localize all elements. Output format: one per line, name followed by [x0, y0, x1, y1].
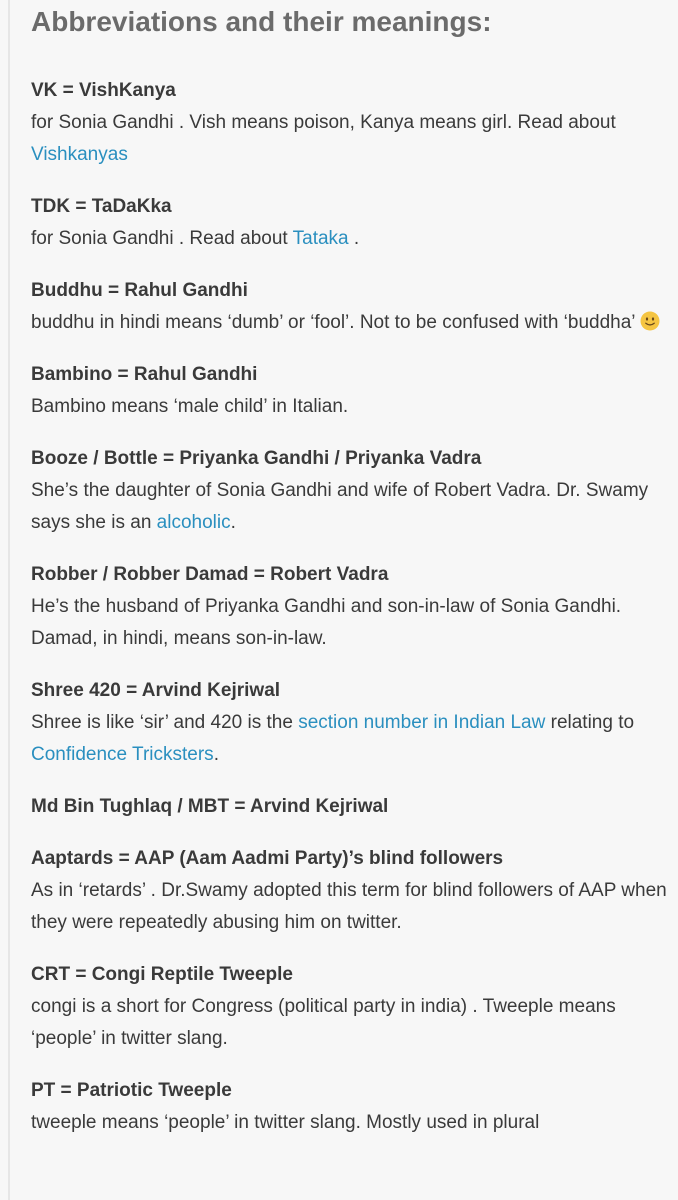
entry-term: VK = VishKanya [31, 80, 176, 101]
article-content [31, 0, 671, 1139]
slightly-smiling-face-icon [640, 311, 660, 331]
entry-description [31, 307, 671, 339]
entry-robber [31, 559, 671, 655]
entry-shree-420 [31, 675, 671, 771]
entry-description [31, 107, 671, 171]
link-section-number[interactable]: section number in Indian Law [298, 712, 546, 733]
entry-pt [31, 1075, 671, 1139]
entry-term: PT = Patriotic Tweeple [31, 1080, 232, 1101]
description-text: for Sonia Gandhi . Vish means poison, Kanya means girl. Read about [31, 112, 616, 133]
link-confidence-tricksters[interactable]: Confidence Tricksters [31, 744, 214, 765]
entry-term: Buddhu = Rahul Gandhi [31, 280, 248, 301]
entry-tdk [31, 191, 671, 255]
entry-term: TDK = TaDaKka [31, 196, 172, 217]
description-text: She’s the daughter of Sonia Gandhi and wife of Robert Vadra. Dr. Swamy says she is an [31, 480, 649, 533]
entry-aaptards [31, 843, 671, 939]
entry-description [31, 707, 671, 771]
left-border [8, 0, 10, 1200]
entry-term: Aaptards = AAP (Aam Aadmi Party)’s blind followers [31, 848, 504, 869]
entry-booze [31, 443, 671, 539]
description-text: . [213, 744, 219, 765]
description-text: . [230, 512, 236, 533]
entry-buddhu [31, 275, 671, 339]
entry-description: Bambino means ‘male child’ in Italian. [31, 396, 349, 417]
description-text: for Sonia Gandhi . Read about [31, 228, 293, 249]
entry-term: Robber / Robber Damad = Robert Vadra [31, 564, 389, 585]
description-text: Shree is like ‘sir’ and 420 is the [31, 712, 299, 733]
entry-description: tweeple means ‘people’ in twitter slang. Mostly used in plural [31, 1112, 540, 1133]
entry-crt [31, 959, 671, 1055]
link-vishkanyas[interactable]: Vishkanyas [31, 144, 128, 165]
entry-description [31, 223, 671, 255]
description-text: relating to [545, 712, 635, 733]
entry-mbt [31, 791, 671, 823]
entry-description: congi is a short for Congress (political party in india) . Tweeple means ‘people’ in twitter slang. [31, 996, 616, 1049]
entry-term: CRT = Congi Reptile Tweeple [31, 964, 293, 985]
entry-bambino [31, 359, 671, 423]
entry-description [31, 475, 671, 539]
section-heading: Abbreviations and their meanings: [31, 6, 492, 37]
entry-vk [31, 75, 671, 171]
entry-description: He’s the husband of Priyanka Gandhi and son-in-law of Sonia Gandhi. Damad, in hindi, means son-in-law. [31, 596, 622, 649]
entry-term: Booze / Bottle = Priyanka Gandhi / Priyanka Vadra [31, 448, 482, 469]
description-text: . [348, 228, 360, 249]
link-tataka[interactable]: Tataka [292, 228, 349, 249]
entry-description: As in ‘retards’ . Dr.Swamy adopted this term for blind followers of AAP when they were repeatedly abusing him on twitter. [31, 880, 667, 933]
link-alcoholic[interactable]: alcoholic [156, 512, 231, 533]
entry-term: Bambino = Rahul Gandhi [31, 364, 258, 385]
entry-term: Shree 420 = Arvind Kejriwal [31, 680, 281, 701]
description-text: buddhu in hindi means ‘dumb’ or ‘fool’. Not to be confused with ‘buddha’ [31, 312, 636, 333]
entry-term: Md Bin Tughlaq / MBT = Arvind Kejriwal [31, 796, 389, 817]
